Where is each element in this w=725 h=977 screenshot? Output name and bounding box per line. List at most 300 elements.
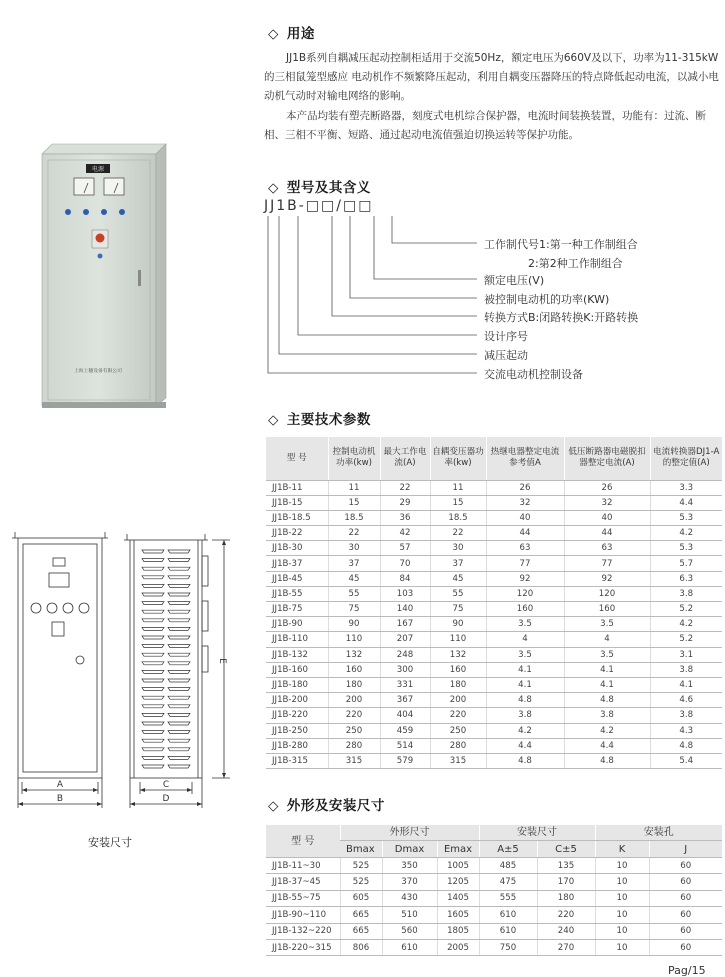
table-cell: 170 bbox=[537, 874, 595, 890]
table-cell: 370 bbox=[382, 874, 437, 890]
table-cell: 3.5 bbox=[564, 617, 650, 632]
table-cell: 45 bbox=[430, 571, 486, 586]
louvre-slot bbox=[168, 636, 190, 639]
cabinet-nameplate: 上海上穗设备有限公司 bbox=[74, 369, 122, 374]
table-cell: 37 bbox=[430, 556, 486, 571]
table-cell: 29 bbox=[380, 495, 430, 510]
dim-label-a: A bbox=[56, 780, 64, 790]
table-row bbox=[266, 510, 722, 525]
louvre-slot bbox=[142, 567, 164, 570]
louvre-slot bbox=[168, 619, 190, 622]
table-cell: 248 bbox=[380, 647, 430, 662]
louvre-slot bbox=[168, 576, 190, 579]
table-cell: 10 bbox=[595, 858, 649, 874]
table-row bbox=[266, 662, 722, 677]
louvre-slot bbox=[142, 688, 164, 691]
table-cell-model: JJ1B-75 bbox=[266, 602, 328, 617]
table-cell: 180 bbox=[430, 677, 486, 692]
installation-drawing bbox=[8, 526, 243, 815]
dims-sub-header: A±5 bbox=[479, 841, 537, 858]
table-cell: 4.1 bbox=[564, 677, 650, 692]
table-cell: 6.3 bbox=[650, 571, 722, 586]
table-cell: 110 bbox=[328, 632, 380, 647]
louvre-slot bbox=[142, 662, 164, 665]
table-cell-model: JJ1B-110 bbox=[266, 632, 328, 647]
table-row bbox=[266, 907, 722, 923]
table-cell-model: JJ1B-11~30 bbox=[266, 858, 340, 874]
table-cell: 4.8 bbox=[564, 753, 650, 768]
louvre-slot bbox=[168, 748, 190, 751]
table-cell: 220 bbox=[537, 907, 595, 923]
louvre-slot bbox=[168, 731, 190, 734]
table-row bbox=[266, 602, 722, 617]
table-row bbox=[266, 923, 722, 939]
table-cell: 10 bbox=[595, 874, 649, 890]
table-cell: 135 bbox=[537, 858, 595, 874]
table-row bbox=[266, 632, 722, 647]
usage-paragraph-2: 本产品均装有塑壳断路器，刻度式电机综合保护器，电流时间装换装置，功能有：过流、断相、三相不平衡、短路、通过起动电流值强迫切换运转等保护功能。 bbox=[264, 110, 706, 141]
table-cell: 3.8 bbox=[650, 662, 722, 677]
table-cell: 555 bbox=[479, 890, 537, 906]
table-row bbox=[266, 571, 722, 586]
table-cell: 4.4 bbox=[564, 738, 650, 753]
table-cell: 3.8 bbox=[650, 708, 722, 723]
louvre-slot bbox=[168, 627, 190, 630]
table-row bbox=[266, 586, 722, 601]
table-cell: 60 bbox=[649, 874, 722, 890]
params-header: 自耦变压器功率(kw) bbox=[430, 437, 486, 480]
table-cell: 10 bbox=[595, 890, 649, 906]
louvre-slot bbox=[168, 593, 190, 596]
table-row bbox=[266, 874, 722, 890]
table-cell-model: JJ1B-22 bbox=[266, 526, 328, 541]
page-number: Pag/15 bbox=[668, 964, 706, 977]
table-cell: 60 bbox=[649, 890, 722, 906]
table-row bbox=[266, 495, 722, 510]
table-cell: 160 bbox=[430, 662, 486, 677]
table-cell: 610 bbox=[479, 907, 537, 923]
louvre-slot bbox=[168, 602, 190, 605]
table-row bbox=[266, 890, 722, 906]
table-cell: 160 bbox=[564, 602, 650, 617]
table-cell: 1205 bbox=[437, 874, 479, 890]
table-cell-model: JJ1B-37 bbox=[266, 556, 328, 571]
diamond-icon: ◇ bbox=[268, 798, 279, 814]
table-row bbox=[266, 939, 722, 955]
table-cell: 610 bbox=[479, 923, 537, 939]
table-cell-model: JJ1B-220~315 bbox=[266, 939, 340, 955]
table-cell: 250 bbox=[328, 723, 380, 738]
table-cell: 42 bbox=[380, 526, 430, 541]
table-cell-model: JJ1B-11 bbox=[266, 480, 328, 495]
table-row bbox=[266, 738, 722, 753]
table-cell: 3.3 bbox=[650, 480, 722, 495]
table-cell-model: JJ1B-315 bbox=[266, 753, 328, 768]
table-cell: 200 bbox=[328, 693, 380, 708]
dims-sub-header: Dmax bbox=[382, 841, 437, 858]
table-cell: 103 bbox=[380, 586, 430, 601]
table-cell: 5.4 bbox=[650, 753, 722, 768]
table-cell: 15 bbox=[328, 495, 380, 510]
table-cell: 459 bbox=[380, 723, 430, 738]
table-cell: 55 bbox=[328, 586, 380, 601]
table-cell: 1005 bbox=[437, 858, 479, 874]
table-cell: 270 bbox=[537, 939, 595, 955]
table-cell: 1405 bbox=[437, 890, 479, 906]
table-cell: 750 bbox=[479, 939, 537, 955]
model-code: JJ1B-□□/□□ bbox=[264, 198, 374, 214]
usage-paragraph-1: JJ1B系列自耦减压起动控制柜适用于交流50Hz，额定电压为660V及以下，功率为11-315kW的三相鼠笼型感应 电动机作不频繁降压起动，利用自耦变压器降压的特点降低起动电流，以减小电动机气动时对输电网络的影响。 bbox=[264, 52, 719, 102]
table-cell: 5.3 bbox=[650, 541, 722, 556]
table-cell: 2005 bbox=[437, 939, 479, 955]
table-cell: 4 bbox=[486, 632, 564, 647]
model-title: ◇ 型号及其含义 bbox=[268, 180, 371, 196]
dim-label-e: E bbox=[217, 658, 227, 664]
louvre-slot bbox=[142, 636, 164, 639]
model-label-voltage: 额定电压(V) bbox=[484, 274, 545, 287]
table-cell: 3.5 bbox=[486, 617, 564, 632]
louvre-slot bbox=[142, 670, 164, 673]
table-cell: 4.4 bbox=[486, 738, 564, 753]
table-cell: 3.5 bbox=[486, 647, 564, 662]
model-label-reduced-start: 减压起动 bbox=[484, 349, 528, 362]
table-cell: 44 bbox=[564, 526, 650, 541]
louvre-slot bbox=[142, 559, 164, 562]
drawing-caption: 安装尺寸 bbox=[88, 836, 132, 849]
table-cell: 4.2 bbox=[650, 526, 722, 541]
diamond-icon: ◇ bbox=[268, 26, 279, 42]
louvre-slot bbox=[168, 610, 190, 613]
table-cell: 430 bbox=[382, 890, 437, 906]
table-cell-model: JJ1B-132~220 bbox=[266, 923, 340, 939]
table-cell: 207 bbox=[380, 632, 430, 647]
table-cell-model: JJ1B-132 bbox=[266, 647, 328, 662]
params-title: ◇ 主要技术参数 bbox=[268, 412, 371, 428]
table-cell: 30 bbox=[430, 541, 486, 556]
dims-sub-header: K bbox=[595, 841, 649, 858]
louvre-slot bbox=[142, 713, 164, 716]
louvre-slot bbox=[142, 619, 164, 622]
table-cell: 4.1 bbox=[564, 662, 650, 677]
table-cell: 132 bbox=[328, 647, 380, 662]
table-cell: 4.6 bbox=[650, 693, 722, 708]
table-cell: 167 bbox=[380, 617, 430, 632]
table-cell: 11 bbox=[328, 480, 380, 495]
table-cell-model: JJ1B-280 bbox=[266, 738, 328, 753]
model-label-design-number: 设计序号 bbox=[484, 330, 528, 343]
table-cell: 75 bbox=[328, 602, 380, 617]
table-cell: 55 bbox=[430, 586, 486, 601]
louvre-slot bbox=[168, 688, 190, 691]
table-row bbox=[266, 723, 722, 738]
table-cell: 160 bbox=[328, 662, 380, 677]
dim-label-c: C bbox=[162, 780, 170, 790]
table-cell: 4.1 bbox=[650, 677, 722, 692]
table-cell: 18.5 bbox=[430, 510, 486, 525]
table-cell: 3.8 bbox=[650, 586, 722, 601]
table-cell: 60 bbox=[649, 858, 722, 874]
dims-header-install: 安装尺寸 bbox=[479, 825, 595, 841]
table-row bbox=[266, 647, 722, 662]
table-cell: 200 bbox=[430, 693, 486, 708]
table-cell-model: JJ1B-90 bbox=[266, 617, 328, 632]
model-label-work-mode-1: 工作制代号1:第一种工作制组合 bbox=[484, 238, 638, 251]
louvre-slot bbox=[142, 576, 164, 579]
table-cell: 605 bbox=[340, 890, 382, 906]
table-cell: 579 bbox=[380, 753, 430, 768]
dims-sub-header: C±5 bbox=[537, 841, 595, 858]
table-cell: 3.8 bbox=[564, 708, 650, 723]
table-cell: 315 bbox=[328, 753, 380, 768]
table-cell: 92 bbox=[564, 571, 650, 586]
table-cell: 1805 bbox=[437, 923, 479, 939]
table-cell: 32 bbox=[564, 495, 650, 510]
louvre-slot bbox=[168, 722, 190, 725]
table-row bbox=[266, 858, 722, 874]
louvre-slot bbox=[142, 584, 164, 587]
table-row bbox=[266, 617, 722, 632]
table-cell: 140 bbox=[380, 602, 430, 617]
table-cell: 4.8 bbox=[650, 738, 722, 753]
table-row bbox=[266, 708, 722, 723]
table-row bbox=[266, 556, 722, 571]
dims-table bbox=[266, 825, 722, 956]
table-cell: 350 bbox=[382, 858, 437, 874]
table-cell: 404 bbox=[380, 708, 430, 723]
model-diagram-lines bbox=[262, 212, 487, 382]
params-header: 型 号 bbox=[266, 437, 328, 480]
table-cell: 77 bbox=[564, 556, 650, 571]
table-row bbox=[266, 693, 722, 708]
louvre-slot bbox=[142, 627, 164, 630]
table-cell: 77 bbox=[486, 556, 564, 571]
table-cell-model: JJ1B-55~75 bbox=[266, 890, 340, 906]
diamond-icon: ◇ bbox=[268, 180, 279, 196]
louvre-slot bbox=[142, 696, 164, 699]
table-cell: 30 bbox=[328, 541, 380, 556]
table-row bbox=[266, 541, 722, 556]
table-cell: 160 bbox=[486, 602, 564, 617]
params-header: 控制电动机功率(kw) bbox=[328, 437, 380, 480]
table-cell: 4.8 bbox=[564, 693, 650, 708]
louvre-slot bbox=[168, 584, 190, 587]
table-cell: 132 bbox=[430, 647, 486, 662]
table-row bbox=[266, 480, 722, 495]
model-label-work-mode-2: 2:第2种工作制组合 bbox=[528, 257, 623, 270]
table-cell-model: JJ1B-160 bbox=[266, 662, 328, 677]
louvre-slot bbox=[168, 765, 190, 768]
table-cell: 63 bbox=[486, 541, 564, 556]
table-cell-model: JJ1B-37~45 bbox=[266, 874, 340, 890]
table-cell: 525 bbox=[340, 874, 382, 890]
louvre-slot bbox=[142, 739, 164, 742]
table-cell: 15 bbox=[430, 495, 486, 510]
louvre-slot bbox=[142, 550, 164, 553]
table-cell: 26 bbox=[564, 480, 650, 495]
louvre-slot bbox=[168, 679, 190, 682]
table-cell: 22 bbox=[430, 526, 486, 541]
table-cell: 60 bbox=[649, 907, 722, 923]
table-cell: 4 bbox=[564, 632, 650, 647]
table-cell: 514 bbox=[380, 738, 430, 753]
table-cell: 18.5 bbox=[328, 510, 380, 525]
louvre-slot bbox=[142, 602, 164, 605]
table-cell: 3.8 bbox=[486, 708, 564, 723]
table-cell: 5.3 bbox=[650, 510, 722, 525]
louvre-slot bbox=[142, 765, 164, 768]
table-row bbox=[266, 753, 722, 768]
louvre-slot bbox=[142, 593, 164, 596]
params-header: 电流转换器DJ1-A的整定值(A) bbox=[650, 437, 722, 480]
table-cell: 70 bbox=[380, 556, 430, 571]
table-cell-model: JJ1B-30 bbox=[266, 541, 328, 556]
dims-title: ◇ 外形及安装尺寸 bbox=[268, 798, 385, 814]
table-cell-model: JJ1B-200 bbox=[266, 693, 328, 708]
dim-label-d: D bbox=[162, 794, 170, 804]
table-cell: 240 bbox=[537, 923, 595, 939]
table-cell: 5.2 bbox=[650, 602, 722, 617]
table-cell: 36 bbox=[380, 510, 430, 525]
louvre-slot bbox=[168, 670, 190, 673]
louvre-slot bbox=[168, 756, 190, 759]
table-cell: 665 bbox=[340, 907, 382, 923]
table-cell-model: JJ1B-55 bbox=[266, 586, 328, 601]
louvre-slot bbox=[168, 739, 190, 742]
table-cell: 315 bbox=[430, 753, 486, 768]
usage-title: ◇ 用途 bbox=[268, 26, 315, 42]
table-cell: 90 bbox=[328, 617, 380, 632]
table-cell: 180 bbox=[537, 890, 595, 906]
table-cell: 22 bbox=[328, 526, 380, 541]
dims-sub-header: J bbox=[649, 841, 722, 858]
params-header: 最大工作电流(A) bbox=[380, 437, 430, 480]
table-cell: 475 bbox=[479, 874, 537, 890]
table-cell: 60 bbox=[649, 923, 722, 939]
table-cell: 120 bbox=[564, 586, 650, 601]
table-cell: 32 bbox=[486, 495, 564, 510]
table-cell: 63 bbox=[564, 541, 650, 556]
table-cell: 280 bbox=[430, 738, 486, 753]
table-cell: 10 bbox=[595, 939, 649, 955]
table-cell: 806 bbox=[340, 939, 382, 955]
louvre-slot bbox=[142, 610, 164, 613]
table-cell: 4.2 bbox=[650, 617, 722, 632]
louvre-slot bbox=[168, 662, 190, 665]
table-cell-model: JJ1B-180 bbox=[266, 677, 328, 692]
table-cell: 44 bbox=[486, 526, 564, 541]
louvre-slot bbox=[168, 559, 190, 562]
dims-header-outline: 外形尺寸 bbox=[340, 825, 479, 841]
louvre-slot bbox=[142, 645, 164, 648]
table-cell: 5.7 bbox=[650, 556, 722, 571]
table-cell: 4.3 bbox=[650, 723, 722, 738]
louvre-slot bbox=[142, 722, 164, 725]
table-cell: 331 bbox=[380, 677, 430, 692]
cabinet-top-label: 电源 bbox=[91, 166, 105, 173]
cabinet-photo bbox=[38, 140, 168, 419]
table-cell: 90 bbox=[430, 617, 486, 632]
table-cell: 10 bbox=[595, 907, 649, 923]
table-cell: 4.2 bbox=[486, 723, 564, 738]
table-cell: 560 bbox=[382, 923, 437, 939]
table-cell: 180 bbox=[328, 677, 380, 692]
louvre-slot bbox=[168, 653, 190, 656]
table-cell: 40 bbox=[486, 510, 564, 525]
table-cell: 525 bbox=[340, 858, 382, 874]
params-header-row bbox=[266, 437, 722, 480]
table-cell: 3.5 bbox=[564, 647, 650, 662]
table-cell: 5.2 bbox=[650, 632, 722, 647]
model-label-switch-mode: 转换方式B:闭路转换K:开路转换 bbox=[484, 311, 639, 324]
table-cell: 367 bbox=[380, 693, 430, 708]
table-row bbox=[266, 526, 722, 541]
table-cell-model: JJ1B-18.5 bbox=[266, 510, 328, 525]
louvre-slot bbox=[168, 696, 190, 699]
params-table bbox=[266, 437, 722, 769]
table-cell: 4.2 bbox=[564, 723, 650, 738]
dim-label-b: B bbox=[56, 794, 64, 804]
table-row bbox=[266, 677, 722, 692]
table-cell-model: JJ1B-250 bbox=[266, 723, 328, 738]
dims-sub-header: Bmax bbox=[340, 841, 382, 858]
table-cell: 57 bbox=[380, 541, 430, 556]
louvre-slot bbox=[168, 550, 190, 553]
table-cell: 4.8 bbox=[486, 753, 564, 768]
louvre-slot bbox=[142, 731, 164, 734]
table-cell: 10 bbox=[595, 923, 649, 939]
table-cell: 22 bbox=[380, 480, 430, 495]
table-cell: 4.4 bbox=[650, 495, 722, 510]
table-cell: 3.1 bbox=[650, 647, 722, 662]
table-cell: 40 bbox=[564, 510, 650, 525]
table-cell: 4.1 bbox=[486, 677, 564, 692]
dims-group-header-row bbox=[266, 825, 722, 841]
louvre-slot bbox=[168, 713, 190, 716]
table-cell-model: JJ1B-90~110 bbox=[266, 907, 340, 923]
table-cell: 37 bbox=[328, 556, 380, 571]
table-cell: 610 bbox=[382, 939, 437, 955]
table-cell-model: JJ1B-220 bbox=[266, 708, 328, 723]
table-cell: 220 bbox=[328, 708, 380, 723]
table-cell: 92 bbox=[486, 571, 564, 586]
table-cell: 11 bbox=[430, 480, 486, 495]
louvre-slot bbox=[168, 567, 190, 570]
table-cell: 26 bbox=[486, 480, 564, 495]
table-cell: 665 bbox=[340, 923, 382, 939]
dims-header-holes: 安装孔 bbox=[595, 825, 722, 841]
table-cell: 250 bbox=[430, 723, 486, 738]
model-label-ac-motor: 交流电动机控制设备 bbox=[484, 368, 583, 381]
model-label-power: 被控制电动机的功率(KW) bbox=[484, 293, 610, 306]
table-cell: 110 bbox=[430, 632, 486, 647]
params-header: 热继电器整定电流参考值A bbox=[486, 437, 564, 480]
louvre-slot bbox=[142, 748, 164, 751]
table-cell-model: JJ1B-45 bbox=[266, 571, 328, 586]
louvre-slot bbox=[142, 653, 164, 656]
table-cell: 4.1 bbox=[486, 662, 564, 677]
table-cell: 280 bbox=[328, 738, 380, 753]
table-cell: 510 bbox=[382, 907, 437, 923]
louvre-slot bbox=[168, 705, 190, 708]
louvre-slot bbox=[142, 756, 164, 759]
dims-sub-header: Emax bbox=[437, 841, 479, 858]
table-cell-model: JJ1B-15 bbox=[266, 495, 328, 510]
table-cell: 45 bbox=[328, 571, 380, 586]
louvre-slot bbox=[142, 705, 164, 708]
table-cell: 84 bbox=[380, 571, 430, 586]
table-cell: 4.8 bbox=[486, 693, 564, 708]
louvre-slot bbox=[142, 679, 164, 682]
